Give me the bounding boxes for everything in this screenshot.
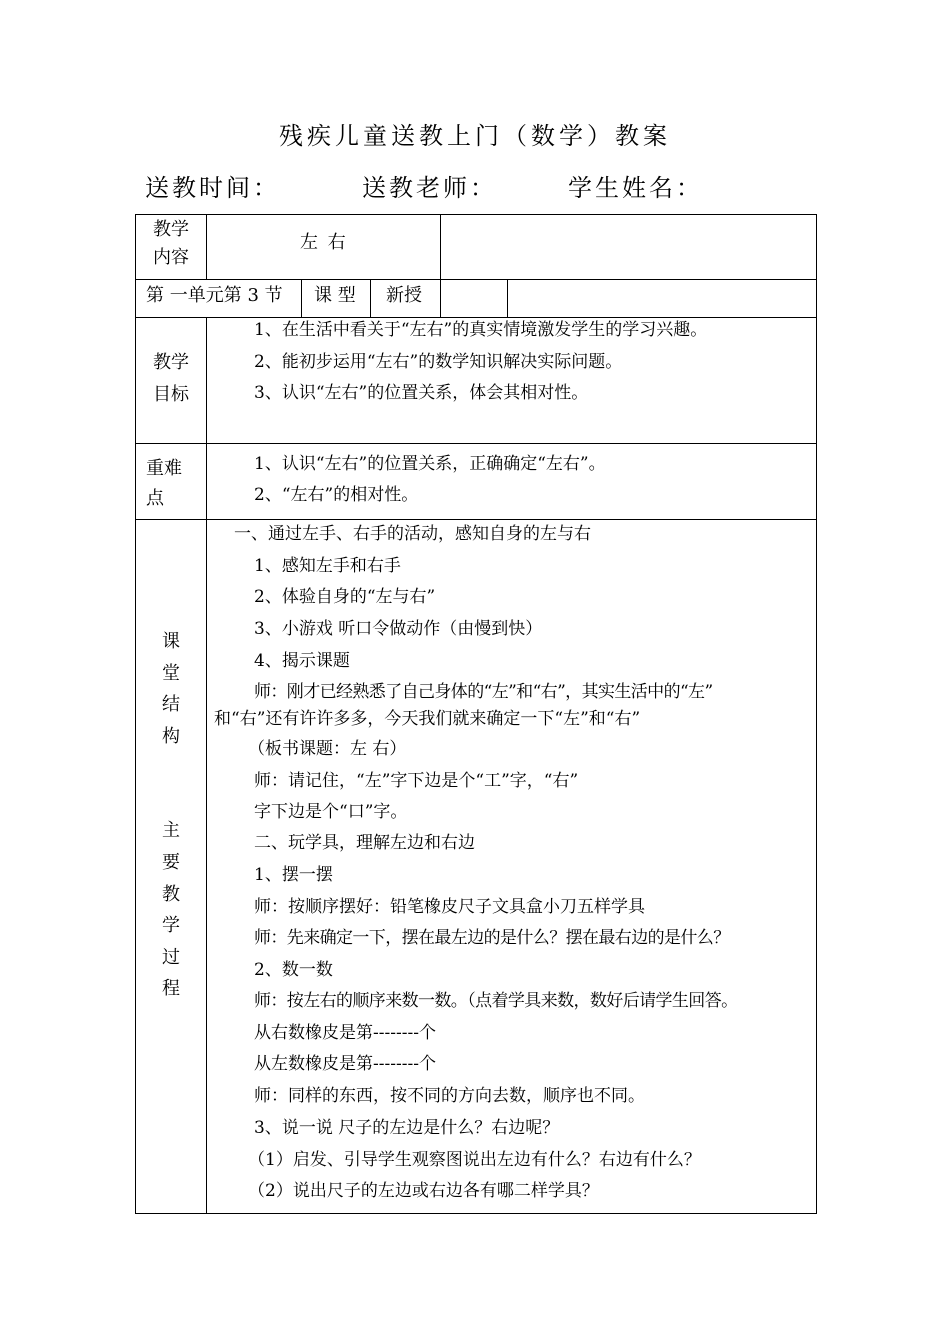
- process-label-char: 学: [162, 915, 180, 937]
- process-label-char: 结: [162, 694, 180, 716]
- process-line: （板书课题：左 右）: [248, 739, 407, 759]
- table-line: [135, 443, 817, 444]
- process-line: 从右数橡皮是第--------个: [254, 1023, 436, 1043]
- table-line: [301, 279, 302, 317]
- key-points-label: [136, 454, 206, 514]
- key-point-item: 1、认识“左右”的位置关系，正确确定“左右”。: [254, 454, 606, 474]
- process-label-char: 教: [162, 883, 180, 905]
- process-line: 1、摆一摆: [254, 865, 333, 885]
- lesson-type-value: 新授: [386, 285, 422, 306]
- table-line: [440, 214, 441, 317]
- process-line: 2、体验自身的“左与右”: [254, 587, 436, 607]
- process-label: [136, 626, 206, 1005]
- goal-item: 1、在生活中看关于“左右”的真实情境激发学生的学习兴趣。: [254, 320, 708, 340]
- key-point-item: 2、“左右”的相对性。: [254, 485, 419, 505]
- process-line: 3、小游戏 听口令做动作（由慢到快）: [254, 619, 543, 639]
- content-label-line1: 教学: [153, 219, 189, 240]
- process-line: 2、数一数: [254, 960, 333, 980]
- process-line: 从左数橡皮是第--------个: [254, 1054, 436, 1074]
- goals-label-line1: 教学: [153, 352, 189, 373]
- table-border-bottom: [135, 1213, 817, 1214]
- process-line: （2）说出尺子的左边或右边各有哪二样学具？: [248, 1181, 599, 1201]
- process-line: 一、通过左手、右手的活动，感知自身的左与右: [234, 524, 591, 544]
- goals-label-line2: 目标: [153, 384, 189, 405]
- delivery-teacher-label: 送教老师：: [362, 174, 497, 202]
- process-label-char: 课: [162, 631, 180, 652]
- process-label-char: 主: [162, 820, 180, 842]
- process-line: 3、说一说 尺子的左边是什么？右边呢？: [254, 1118, 560, 1138]
- process-line: 师：先来确定一下，摆在最左边的是什么？摆在最右边的是什么？: [254, 928, 730, 948]
- process-line: 师：刚才已经熟悉了自己身体的“左”和“右”，其实生活中的“左”: [254, 682, 713, 702]
- table-line: [135, 317, 817, 318]
- process-line: 和“右”还有许许多多，今天我们就来确定一下“左”和“右”: [214, 709, 641, 729]
- process-line: 师：请记住，“左”字下边是个“工”字，“右”: [254, 771, 579, 791]
- process-label-char: 要: [162, 851, 180, 873]
- table-line: [507, 279, 508, 317]
- content-value: 左 右: [300, 232, 348, 253]
- goals-label: [136, 347, 206, 411]
- process-label-char: 程: [162, 978, 180, 1000]
- process-line: 4、揭示课题: [254, 651, 350, 671]
- table-line: [370, 279, 371, 317]
- process-label-gap: [136, 752, 206, 815]
- table-line: [206, 214, 207, 279]
- goal-item: 2、能初步运用“左右”的数学知识解决实际问题。: [254, 352, 623, 372]
- table-border-right: [816, 214, 817, 1214]
- process-label-char: 堂: [162, 662, 180, 684]
- key-points-label-line2: 点: [146, 488, 164, 509]
- table-border-top: [135, 214, 817, 215]
- table-line: [206, 317, 207, 1214]
- table-line: [135, 519, 817, 520]
- content-label-line2: 内容: [153, 247, 189, 268]
- process-line: 二、玩学具，理解左边和右边: [254, 833, 475, 853]
- student-name-label: 学生姓名：: [568, 174, 703, 202]
- process-line: （1）启发、引导学生观察图说出左边有什么？右边有什么？: [248, 1150, 701, 1170]
- key-points-label-line1: 重难: [146, 458, 182, 479]
- process-label-char: 构: [162, 725, 180, 747]
- process-line: 师：按左右的顺序来数一数。（点着学具来数，数好后请学生回答。: [254, 991, 738, 1011]
- process-line: 师：按顺序摆好：铅笔橡皮尺子文具盒小刀五样学具: [254, 897, 645, 917]
- content-label: [136, 216, 206, 272]
- process-label-char: 过: [162, 946, 180, 968]
- process-line: 1、感知左手和右手: [254, 556, 401, 576]
- table-line: [135, 279, 817, 280]
- lesson-type-label: 课 型: [314, 285, 356, 306]
- process-line: 字下边是个“口”字。: [254, 802, 408, 822]
- goal-item: 3、认识“左右”的位置关系，体会其相对性。: [254, 383, 589, 403]
- unit-label: 第 一单元第 3 节: [146, 285, 283, 306]
- process-line: 师：同样的东西，按不同的方向去数，顺序也不同。: [254, 1086, 645, 1106]
- page-title: 残疾儿童送教上门（数学）教案: [279, 122, 671, 150]
- delivery-time-label: 送教时间：: [145, 174, 280, 202]
